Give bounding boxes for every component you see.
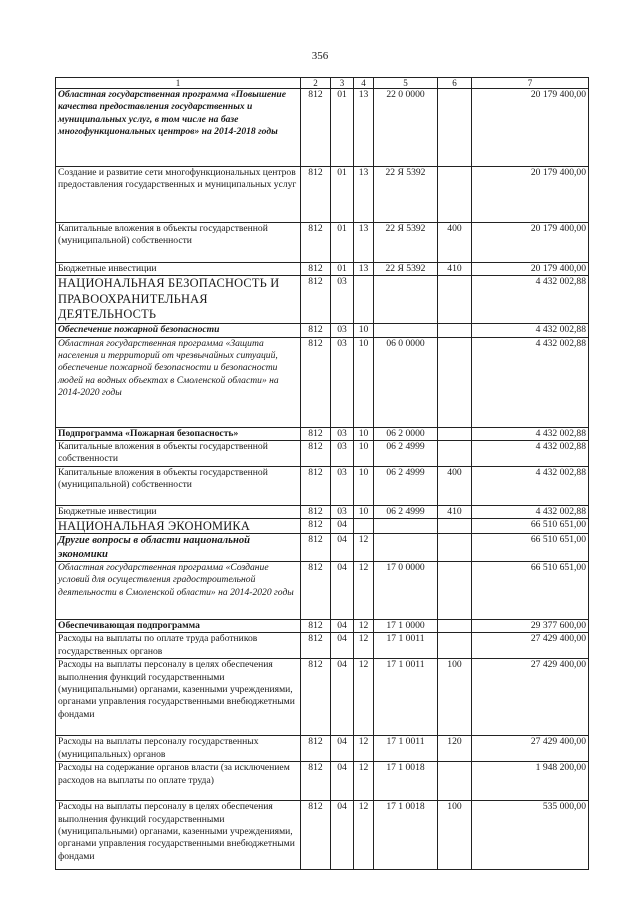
row-name: Бюджетные инвестиции	[56, 506, 301, 519]
table-row	[56, 519, 589, 534]
row-name: НАЦИОНАЛЬНАЯ ЭКОНОМИКА	[56, 519, 301, 534]
table-row	[56, 263, 589, 276]
row-name: Создание и развитие сети многофункциональных центров предоставления государственных и муниципальных услуг	[56, 167, 301, 223]
ministry-code: 812	[301, 323, 331, 337]
expense-type-code: 400	[438, 223, 472, 263]
row-name: Обеспечивающая подпрограмма	[56, 619, 301, 632]
row-name: Капитальные вложения в объекты государственной (муниципальной) собственности	[56, 467, 301, 506]
expense-type-code: 400	[438, 467, 472, 506]
row-name: Расходы на выплаты по оплате труда работников государственных органов	[56, 633, 301, 659]
table-row	[56, 659, 589, 736]
row-amount: 535 000,00	[472, 801, 589, 870]
expense-type-code: 100	[438, 659, 472, 736]
row-amount: 29 377 600,00	[472, 619, 589, 632]
row-name: НАЦИОНАЛЬНАЯ БЕЗОПАСНОСТЬ И ПРАВООХРАНИТЕЛЬНАЯ ДЕЯТЕЛЬНОСТЬ	[56, 276, 301, 323]
expense-type-code	[438, 89, 472, 167]
col-header-amount: 7	[472, 78, 589, 89]
expense-type-code	[438, 619, 472, 632]
expense-type-code	[438, 427, 472, 440]
ministry-code: 812	[301, 633, 331, 659]
target-code: 17 1 0011	[374, 736, 438, 762]
target-code	[374, 323, 438, 337]
expense-type-code	[438, 276, 472, 323]
section-code: 01	[331, 167, 354, 223]
subsection-code	[354, 519, 374, 534]
section-code: 04	[331, 619, 354, 632]
table-row	[56, 167, 589, 223]
target-code	[374, 276, 438, 323]
table-row	[56, 276, 589, 323]
target-code: 22 0 0000	[374, 89, 438, 167]
section-code: 04	[331, 561, 354, 619]
row-name: Расходы на содержание органов власти (за исключением расходов на выплаты по оплате труда)	[56, 762, 301, 801]
table-row	[56, 506, 589, 519]
section-code: 04	[331, 736, 354, 762]
ministry-code: 812	[301, 467, 331, 506]
target-code: 06 0 0000	[374, 337, 438, 427]
section-code: 03	[331, 506, 354, 519]
section-code: 03	[331, 427, 354, 440]
ministry-code: 812	[301, 427, 331, 440]
target-code: 17 1 0018	[374, 801, 438, 870]
row-amount: 4 432 002,88	[472, 276, 589, 323]
section-code: 03	[331, 276, 354, 323]
subsection-code	[354, 276, 374, 323]
section-code: 01	[331, 263, 354, 276]
row-amount: 4 432 002,88	[472, 427, 589, 440]
section-code: 04	[331, 659, 354, 736]
expense-type-code: 410	[438, 263, 472, 276]
subsection-code: 12	[354, 534, 374, 561]
row-amount: 4 432 002,88	[472, 467, 589, 506]
row-name: Подпрограмма «Пожарная безопасность»	[56, 427, 301, 440]
ministry-code: 812	[301, 534, 331, 561]
target-code: 06 2 4999	[374, 467, 438, 506]
expense-type-code	[438, 519, 472, 534]
ministry-code: 812	[301, 762, 331, 801]
ministry-code: 812	[301, 89, 331, 167]
col-header-section: 3	[331, 78, 354, 89]
table-row	[56, 89, 589, 167]
target-code	[374, 519, 438, 534]
col-header-name: 1	[56, 78, 301, 89]
row-amount: 66 510 651,00	[472, 534, 589, 561]
subsection-code: 10	[354, 323, 374, 337]
section-code: 04	[331, 762, 354, 801]
subsection-code: 12	[354, 619, 374, 632]
section-code: 03	[331, 337, 354, 427]
row-amount: 4 432 002,88	[472, 323, 589, 337]
target-code: 22 Я 5392	[374, 167, 438, 223]
ministry-code: 812	[301, 619, 331, 632]
budget-table	[55, 77, 589, 870]
target-code: 06 2 0000	[374, 427, 438, 440]
table-row	[56, 441, 589, 467]
row-amount: 4 432 002,88	[472, 506, 589, 519]
subsection-code: 12	[354, 762, 374, 801]
ministry-code: 812	[301, 561, 331, 619]
ministry-code: 812	[301, 801, 331, 870]
target-code: 17 1 0018	[374, 762, 438, 801]
row-amount: 20 179 400,00	[472, 223, 589, 263]
table-row	[56, 467, 589, 506]
row-amount: 27 429 400,00	[472, 633, 589, 659]
row-amount: 20 179 400,00	[472, 167, 589, 223]
col-header-ministry: 2	[301, 78, 331, 89]
subsection-code: 12	[354, 659, 374, 736]
section-code: 03	[331, 323, 354, 337]
subsection-code: 12	[354, 633, 374, 659]
table-row	[56, 337, 589, 427]
section-code: 04	[331, 519, 354, 534]
row-name: Расходы на выплаты персоналу в целях обеспечения выполнения функций государственными (муниципальными) органами, казенными учреждениями, органами управления государственными внебюджетными фондами	[56, 659, 301, 736]
subsection-code: 12	[354, 736, 374, 762]
subsection-code: 10	[354, 427, 374, 440]
col-header-target: 5	[374, 78, 438, 89]
subsection-code: 13	[354, 263, 374, 276]
expense-type-code: 100	[438, 801, 472, 870]
ministry-code: 812	[301, 167, 331, 223]
target-code: 22 Я 5392	[374, 263, 438, 276]
expense-type-code	[438, 633, 472, 659]
row-amount: 20 179 400,00	[472, 89, 589, 167]
section-code: 04	[331, 801, 354, 870]
expense-type-code	[438, 441, 472, 467]
section-code: 03	[331, 467, 354, 506]
ministry-code: 812	[301, 223, 331, 263]
table-row	[56, 223, 589, 263]
ministry-code: 812	[301, 506, 331, 519]
ministry-code: 812	[301, 736, 331, 762]
ministry-code: 812	[301, 441, 331, 467]
section-code: 04	[331, 534, 354, 561]
subsection-code: 10	[354, 337, 374, 427]
subsection-code: 10	[354, 467, 374, 506]
row-name: Расходы на выплаты персоналу в целях обеспечения выполнения функций государственными (муниципальными) органами, казенными учреждениями, органами управления государственными внебюджетными фондами	[56, 801, 301, 870]
row-amount: 66 510 651,00	[472, 561, 589, 619]
expense-type-code	[438, 534, 472, 561]
target-code: 17 1 0011	[374, 633, 438, 659]
subsection-code: 12	[354, 801, 374, 870]
table-row	[56, 762, 589, 801]
row-name: Областная государственная программа «Повышение качества предоставления государственных и муниципальных услуг, в том числе на базе многофункциональных центров» на 2014-2018 годы	[56, 89, 301, 167]
target-code: 06 2 4999	[374, 506, 438, 519]
subsection-code: 10	[354, 441, 374, 467]
row-amount: 4 432 002,88	[472, 441, 589, 467]
section-code: 01	[331, 223, 354, 263]
row-name: Капитальные вложения в объекты государственной (муниципальной) собственности	[56, 223, 301, 263]
row-amount: 66 510 651,00	[472, 519, 589, 534]
subsection-code: 13	[354, 167, 374, 223]
row-name: Областная государственная программа «Защита населения и территорий от чрезвычайных ситуаций, обеспечение пожарной безопасности и безопасности людей на водных объектах в Смоленской области» на 2014-2020 годы	[56, 337, 301, 427]
row-name: Обеспечение пожарной безопасности	[56, 323, 301, 337]
table-row	[56, 801, 589, 870]
subsection-code: 10	[354, 506, 374, 519]
target-code: 17 0 0000	[374, 561, 438, 619]
target-code: 06 2 4999	[374, 441, 438, 467]
subsection-code: 13	[354, 89, 374, 167]
row-amount: 1 948 200,00	[472, 762, 589, 801]
expense-type-code	[438, 561, 472, 619]
ministry-code: 812	[301, 337, 331, 427]
col-header-expense-type: 6	[438, 78, 472, 89]
subsection-code: 13	[354, 223, 374, 263]
target-code: 17 1 0011	[374, 659, 438, 736]
row-name: Областная государственная программа «Создание условий для осуществления градостроительной деятельности в Смоленской области» на 2014-2020 годы	[56, 561, 301, 619]
row-name: Расходы на выплаты персоналу государственных (муниципальных) органов	[56, 736, 301, 762]
row-name: Капитальные вложения в объекты государственной собственности	[56, 441, 301, 467]
expense-type-code	[438, 323, 472, 337]
ministry-code: 812	[301, 276, 331, 323]
ministry-code: 812	[301, 659, 331, 736]
row-amount: 4 432 002,88	[472, 337, 589, 427]
row-name: Другие вопросы в области национальной экономики	[56, 534, 301, 561]
target-code: 17 1 0000	[374, 619, 438, 632]
row-name: Бюджетные инвестиции	[56, 263, 301, 276]
page-number: 356	[311, 50, 329, 62]
table-row	[56, 323, 589, 337]
ministry-code: 812	[301, 263, 331, 276]
table-row	[56, 619, 589, 632]
row-amount: 27 429 400,00	[472, 736, 589, 762]
table-row	[56, 534, 589, 561]
expense-type-code: 120	[438, 736, 472, 762]
expense-type-code	[438, 337, 472, 427]
section-code: 03	[331, 441, 354, 467]
ministry-code: 812	[301, 519, 331, 534]
row-amount: 20 179 400,00	[472, 263, 589, 276]
expense-type-code	[438, 167, 472, 223]
table-row	[56, 427, 589, 440]
target-code: 22 Я 5392	[374, 223, 438, 263]
col-header-subsection: 4	[354, 78, 374, 89]
table-row	[56, 736, 589, 762]
table-row	[56, 561, 589, 619]
row-amount: 27 429 400,00	[472, 659, 589, 736]
subsection-code: 12	[354, 561, 374, 619]
expense-type-code	[438, 762, 472, 801]
section-code: 01	[331, 89, 354, 167]
target-code	[374, 534, 438, 561]
expense-type-code: 410	[438, 506, 472, 519]
table-row	[56, 633, 589, 659]
header-row	[56, 78, 589, 89]
section-code: 04	[331, 633, 354, 659]
